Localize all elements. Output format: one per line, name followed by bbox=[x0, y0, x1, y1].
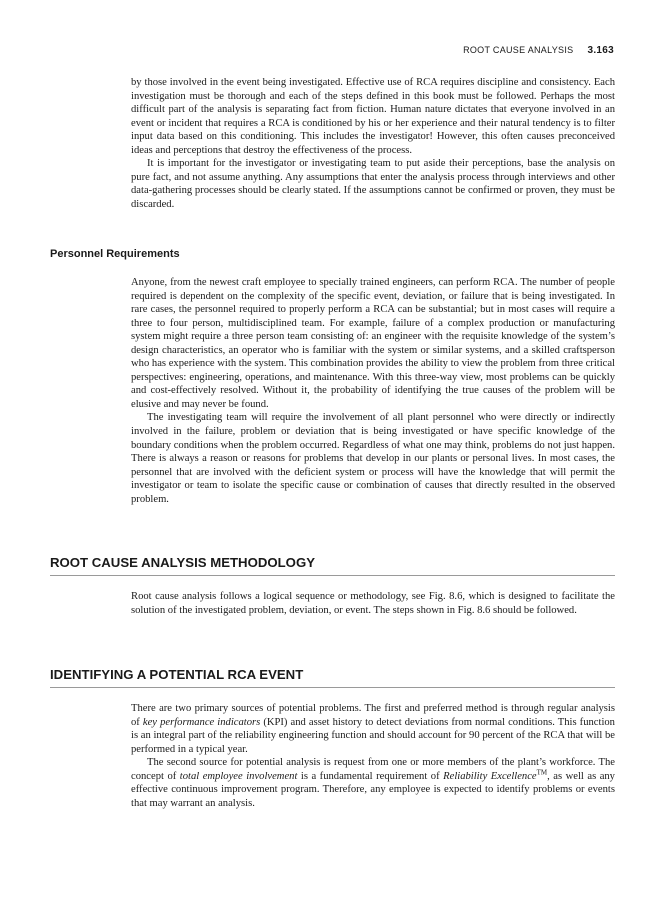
methodology-section bbox=[131, 590, 615, 617]
trademark-mark: TM bbox=[536, 768, 548, 777]
intro-paragraph-2: It is important for the investigator or investigating team to put aside their perceptions, base the analysis on pure fact, and not assume anything. Any assumptions that enter the analysis process through interviews and other data-gathering processes should be clearly stated. If the assumptions cannot be confirmed or proven, they must be discarded. bbox=[131, 158, 615, 210]
intro-section bbox=[131, 76, 615, 211]
personnel-section bbox=[131, 276, 615, 506]
emphasis-reliability-excellence: Reliability Excellence bbox=[443, 770, 537, 782]
identifying-section bbox=[131, 702, 615, 810]
page-number: 3.163 bbox=[587, 45, 614, 56]
section-heading-personnel: Personnel Requirements bbox=[50, 248, 180, 260]
emphasis-kpi: key performance indicators bbox=[142, 716, 261, 728]
methodology-paragraph-1: Root cause analysis follows a logical sequence or methodology, see Fig. 8.6, which is designed to facilitate the solution of the investigated problem, deviation, or event. The steps shown in Fig. 8.6 should be followed. bbox=[131, 591, 615, 616]
chapter-heading-identifying: IDENTIFYING A POTENTIAL RCA EVENT bbox=[50, 667, 615, 688]
running-title: ROOT CAUSE ANALYSIS bbox=[463, 45, 574, 55]
text-run: , as well as any effective continuous improvement program. Therefore, any employee is expected to identify problems or events that may warrant an analysis. bbox=[131, 770, 615, 809]
personnel-paragraph-2: The investigating team will require the involvement of all plant personnel who were directly or indirectly involved in the failure, problem or deviation that is being investigated or have specific knowledge of the boundary conditions when the problem occurred. Regardless of what one may think, problems do not just happen. There is always a reason or reasons for problems that develop in our plants or personal lives. In most cases, the personnel that are involved with the deficient system or process will have the knowledge that will permit the investigator or team to isolate the specific cause or combination of causes that directly resulted in the observed problem. bbox=[131, 412, 615, 505]
text-run: is a fundamental requirement of bbox=[297, 770, 444, 782]
text-run: There are two primary sources of potential problems. The first and preferred method is through regular analysis of bbox=[131, 703, 615, 728]
chapter-heading-methodology: ROOT CAUSE ANALYSIS METHODOLOGY bbox=[50, 555, 615, 576]
personnel-paragraph-1: Anyone, from the newest craft employee to specially trained engineers, can perform RCA. The number of people required is dependent on the complexity of the specific event, deviation, or failure that is being investigated. In rare cases, the personnel required to properly perform a RCA can be substantial; but in most cases will require a three to four person, multidisciplined team. For example, failure of a complex production or manufacturing system might require a three person team consisting of: an engineer with the requisite knowledge of the system’s design characteristics, an operator who is familiar with the system or similar systems, and a skilled craftsperson who has experience with the system. This combination provides the ability to view the problem from three critical perspectives: engineering, operations, and maintenance. With this three-way view, most problems can be quickly and cost-effectively resolved. Without it, the probability of identifying the true causes of the problem will be elusive and may never be found. bbox=[131, 277, 615, 410]
text-run: (KPI) and asset history to detect deviations from normal conditions. This function is an integral part of the reliability engineering function and should account for 90 percent of the RCA that will be performed in a typical year. bbox=[131, 716, 615, 755]
running-header bbox=[463, 45, 614, 56]
emphasis-tei: total employee involvement bbox=[179, 770, 298, 782]
identifying-paragraph-2 bbox=[131, 756, 615, 810]
identifying-paragraph-1 bbox=[131, 702, 615, 756]
text-run: The second source for potential analysis is request from one or more members of the plant’s workforce. The concept of bbox=[131, 757, 615, 782]
intro-paragraph-1: by those involved in the event being investigated. Effective use of RCA requires discipline and consistency. Each investigation must be thorough and each of the steps defined in this book must be followed. Perhaps the most difficult part of the analysis is separating fact from fiction. Human nature dictates that everyone involved in an event or incident that requires a RCA is conditioned by his or her experience and their natural tendency is to filter input data based on this conditioning. This includes the investigator! However, this often causes preconceived ideas and perceptions that destroy the effectiveness of the process. bbox=[131, 77, 615, 156]
